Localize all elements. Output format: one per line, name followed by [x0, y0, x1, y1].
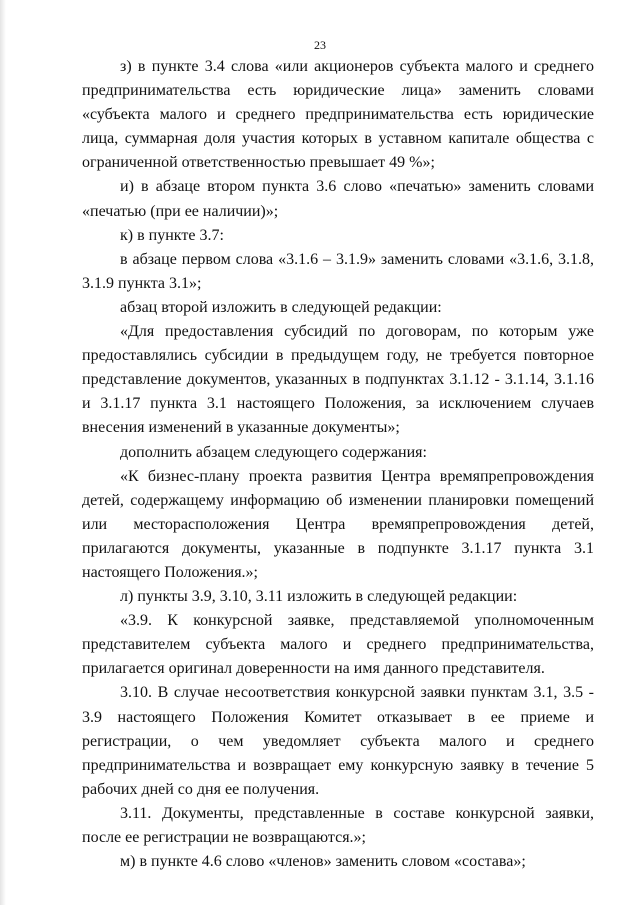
- paragraph-k-first-abzats: в абзаце первом слова «3.1.6 – 3.1.9» заменить словами «3.1.6, 3.1.8, 3.1.9 пункта 3.1»;: [82, 250, 594, 292]
- scan-edge-shadow: [0, 0, 6, 905]
- page-number: 23: [314, 38, 326, 52]
- paragraph-3-9: «3.9. К конкурсной заявке, представляемой уполномоченным представителем субъекта малого и среднего предпринимательства, прилагается оригинал доверенности на имя данного представителя.: [82, 612, 594, 678]
- paragraph-k-supplement-text: «К бизнес-плану проекта развития Центра времяпрепровождения детей, содержащему информацию об изменении планировки помещений или месторасположения Центра времяпрепровождения детей, прилагаются документы, указанные в подпункте 3.1.17 пункта 3.1 настоящего Положения.»;: [82, 467, 594, 581]
- paragraph-3-10: 3.10. В случае несоответствия конкурсной заявки пунктам 3.1, 3.5 - 3.9 настоящего Положения Комитет отказывает в ее приеме и регистрации, о чем уведомляет субъекта малого и среднего предпринимательства и возвращает ему конкурсную заявку в течение 5 рабочих дней со дня ее получения.: [82, 684, 594, 798]
- paragraph-3-11: 3.11. Документы, представленные в составе конкурсной заявки, после ее регистрации не возвращаются.»;: [82, 804, 594, 846]
- paragraph-k-second-abzats-text: «Для предоставления субсидий по договорам, по которым уже предоставлялись субсидии в предыдущем году, не требуется повторное представление документов, указанных в подпунктах 3.1.12 - 3.1.14, 3.1.16 и 3.1.17 пункта 3.1 настоящего Положения, за исключением случаев внесения изменений в указанные документы»;: [82, 323, 594, 437]
- paragraph-l-item: л) пункты 3.9, 3.10, 3.11 изложить в следующей редакции:: [120, 588, 518, 606]
- paragraph-m-item: м) в пункте 4.6 слово «членов» заменить словом «состава»;: [120, 853, 526, 871]
- paragraph-k-supplement-intro: дополнить абзацем следующего содержания:: [120, 443, 427, 461]
- paragraph-z-item: з) в пункте 3.4 слова «или акционеров субъекта малого и среднего предпринимательства есть юридические лица» заменить словами «субъекта малого и среднего предпринимательства есть юридические лица, суммарная доля участия которых в уставном капитале общества с ограниченной ответственностью превышает 49 %»;: [82, 58, 594, 172]
- paragraph-i-item: и) в абзаце втором пункта 3.6 слово «печатью» заменить словами «печатью (при ее наличии)»;: [82, 178, 594, 220]
- paragraph-k-item: к) в пункте 3.7:: [120, 226, 224, 244]
- paragraph-k-second-abzats-intro: абзац второй изложить в следующей редакции:: [120, 298, 442, 316]
- document-body: [82, 55, 594, 874]
